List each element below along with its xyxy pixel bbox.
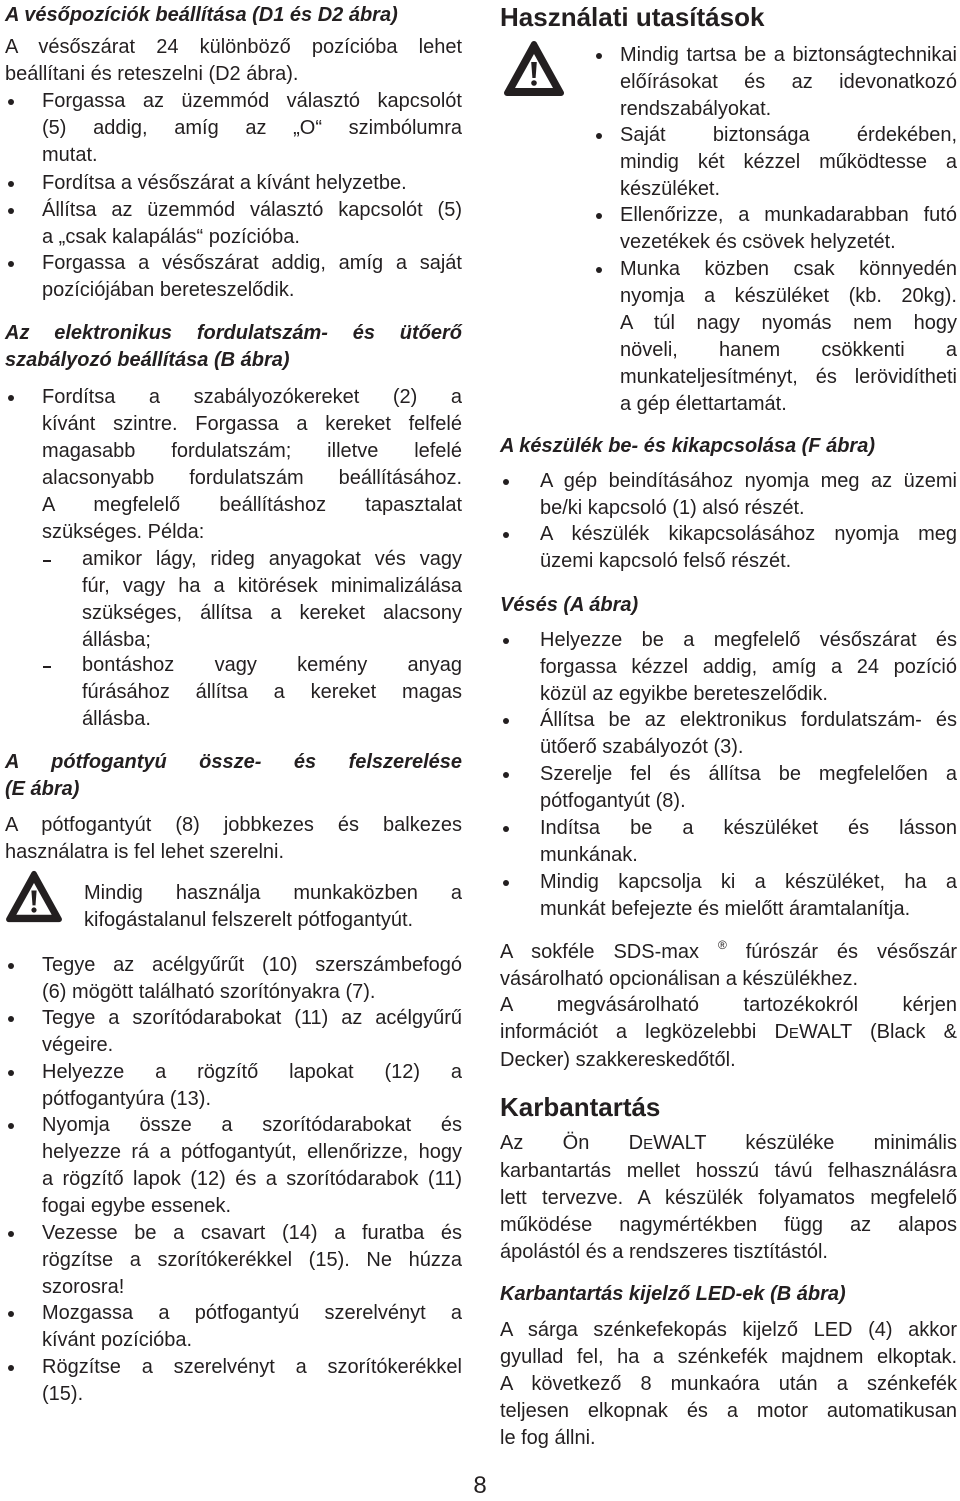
- bullet-icon: [8, 99, 14, 105]
- bullet-icon: [596, 267, 602, 273]
- text-line: pótfogantyút (8).: [540, 790, 686, 812]
- text-line: működése nagymértékben függ az alapos: [500, 1214, 957, 1236]
- warning-icon: [5, 870, 63, 924]
- text-span: Az Ön: [500, 1132, 590, 1154]
- section-heading: [5, 320, 462, 374]
- bullet-icon: [596, 213, 602, 219]
- text-line: a rögzítő lapok (12) és a szorítódarabok (11): [42, 1168, 462, 1190]
- text-line: növeli, hanem csökkenti a: [620, 339, 957, 361]
- text-line: rögzítse a szorítókerékkel (15). Ne húzza: [42, 1249, 462, 1271]
- bullet-item: [5, 952, 462, 1006]
- text-line: A pótfogantyút (8) jobbkezes és balkezes: [5, 814, 462, 836]
- brand-name: [774, 1021, 851, 1043]
- text-line: használatra is fel lehet szerelni.: [5, 841, 285, 863]
- text-line: Helyezze be a megfelelő vésőszárat és: [540, 629, 957, 651]
- bullet-item: [500, 627, 957, 708]
- text-span: A sokféle SDS-max: [500, 941, 700, 963]
- text-line: vásárolható opcionálisan a készülékhez.: [500, 968, 858, 990]
- bullet-icon: [8, 1123, 14, 1129]
- bullet-icon: [503, 479, 509, 485]
- text-line: helyezze rá a pótfogantyút, ellenőrizze, hogy: [42, 1141, 462, 1163]
- text-line: Indítsa be a készüléket és lásson: [540, 817, 957, 839]
- text-line: állásba.: [82, 708, 151, 730]
- text-line: munkát befejezte és mielőtt áramtalanítja.: [540, 898, 911, 920]
- text-line: végeire.: [42, 1034, 114, 1056]
- bullet-icon: [8, 208, 14, 214]
- heading-line: (E ábra): [5, 778, 80, 800]
- bullet-item: [5, 1354, 462, 1408]
- text-line: állásba;: [82, 629, 151, 651]
- warning-icon: [503, 40, 565, 98]
- paragraph: [5, 34, 462, 88]
- text-line: A következő 8 munkaóra után a szénkefék: [500, 1373, 957, 1395]
- text-line: közül az egyikbe bereteszelődik.: [540, 683, 828, 705]
- section-heading: [500, 433, 957, 460]
- bullet-item: [5, 1059, 462, 1113]
- text-line: szükséges. Példa:: [42, 521, 205, 543]
- text-line: forgassa kézzel addig, amíg a 24 pozíció: [540, 656, 957, 678]
- text-line: Mindig használja munkaközben a: [84, 882, 462, 904]
- text-line: rendszabályokat.: [620, 98, 772, 120]
- text-line: ápolástól és a rendszeres tisztítástól.: [500, 1241, 828, 1263]
- section-heading: [5, 2, 462, 29]
- heading-line: A pótfogantyú össze- és felszerelése: [5, 751, 462, 773]
- text-line: Szerelje fel és állítsa be megfelelően a: [540, 763, 957, 785]
- text-line: kívánt szintre. Forgassa a kereket felfelé: [42, 413, 462, 435]
- bullet-item: [5, 1005, 462, 1059]
- bullet-item: [500, 815, 957, 869]
- dash-item: [42, 546, 462, 654]
- bullet-item: [500, 707, 957, 761]
- text-line: mindig két kézzel működtesse a: [620, 151, 957, 173]
- text-line: ütőerő szabályozót (3).: [540, 736, 744, 758]
- text-line: pótfogantyúra (13).: [42, 1088, 211, 1110]
- text-line: fúr, vagy ha a kitörések minimalizálása: [82, 575, 462, 597]
- bullet-icon: [8, 395, 14, 401]
- text-line: [500, 939, 957, 966]
- text-line: kifogástalanul felszerelt pótfogantyút.: [84, 909, 414, 931]
- text-line: gyullad fel, ha a szénkefék majdnem elkoptak.: [500, 1346, 957, 1368]
- bullet-item: [5, 384, 462, 546]
- brand-letter: D: [628, 1132, 644, 1154]
- text-line: alacsonyabb fordulatszám beállításához.: [42, 467, 462, 489]
- text-line: Tegye a szorítódarabokat (11) az acélgyűrű: [42, 1007, 462, 1029]
- heading-line: szabályozó beállítása (B ábra): [5, 349, 290, 371]
- brand-letter: WALT: [798, 1021, 852, 1043]
- heading-line: Vésés (A ábra): [500, 594, 639, 616]
- warning-text: [84, 880, 462, 934]
- text-line: (15).: [42, 1383, 84, 1405]
- text-line: előírásokat és az idevonatkozó: [620, 71, 957, 93]
- bullet-item: [593, 42, 957, 123]
- bullet-item: [593, 256, 957, 418]
- text-line: Saját biztonsága érdekében,: [620, 124, 957, 146]
- text-span: (Black &: [869, 1021, 957, 1043]
- paragraph: [500, 939, 957, 993]
- bullet-item: [5, 250, 462, 304]
- text-line: (5) addig, amíg az „O“ szimbólumra: [42, 117, 462, 139]
- text-span: információt a legközelebbi: [500, 1021, 757, 1043]
- text-line: üzemi kapcsoló felső részét.: [540, 550, 792, 572]
- text-line: A vésőszárat 24 különböző pozícióba lehet: [5, 36, 462, 58]
- brand-letter: E: [643, 1136, 654, 1153]
- text-line: Fordítsa a szabályozókereket (2) a: [42, 386, 462, 408]
- dash-item: [42, 652, 462, 733]
- text-line: Vezesse be a csavart (14) a furatba és: [42, 1222, 462, 1244]
- bullet-item: [5, 1220, 462, 1301]
- bullet-item: [5, 88, 462, 169]
- text-line: lett tervezve. A készülék folyamatos megfelelő: [500, 1187, 957, 1209]
- text-line: beállítani és reteszelni (D2 ábra).: [5, 63, 299, 85]
- bullet-icon: [8, 1365, 14, 1371]
- section-heading: [500, 1281, 957, 1308]
- section-heading: [5, 749, 462, 803]
- bullet-item: [593, 202, 957, 256]
- brand-name: [629, 1132, 706, 1154]
- page-number: 8: [473, 1472, 487, 1499]
- text-line: be/ki kapcsoló (1) alsó részét.: [540, 497, 805, 519]
- text-span: készüléke minimális: [745, 1132, 957, 1154]
- text-line: A megvásárolható tartozékokról kérjen: [500, 994, 957, 1016]
- text-line: Ellenőrizze, a munkadarabban futó: [620, 204, 957, 226]
- text-line: szorosra!: [42, 1276, 125, 1298]
- bullet-icon: [503, 772, 509, 778]
- bullet-icon: [596, 53, 602, 59]
- text-line: [500, 1130, 957, 1158]
- text-line: munkateljesítményt, és lerövidítheti: [620, 366, 957, 388]
- dash-icon: [43, 666, 51, 668]
- text-line: A gép beindításához nyomja meg az üzemi: [540, 470, 957, 492]
- bullet-icon: [8, 181, 14, 187]
- text-line: teljesen elkopnak és a motor automatikusan: [500, 1400, 957, 1422]
- heading-line: A vésőpozíciók beállítása (D1 és D2 ábra): [5, 4, 398, 26]
- bullet-icon: [503, 718, 509, 724]
- text-line: bontáshoz vagy kemény anyag: [82, 654, 462, 676]
- bullet-icon: [596, 133, 602, 139]
- text-span: fúrószár és vésőszár: [745, 941, 958, 963]
- text-line: szükséges, állítsa a kereket alacsony: [82, 602, 462, 624]
- bullet-item: [500, 869, 957, 923]
- text-line: Állítsa az üzemmód választó kapcsolót (5): [42, 199, 462, 221]
- bullet-icon: [503, 532, 509, 538]
- text-line: karbantartás mellet hosszú távú felhasználásra: [500, 1160, 957, 1182]
- text-line: a gép élettartamát.: [620, 393, 787, 415]
- bullet-item: [5, 1300, 462, 1354]
- text-line: Mozgassa a pótfogantyú szerelvényt a: [42, 1302, 462, 1324]
- text-line: Állítsa be az elektronikus fordulatszám- és: [540, 709, 957, 731]
- bullet-item: [500, 761, 957, 815]
- bullet-item: [5, 170, 462, 197]
- text-line: nyomja a készüléket (kb. 20kg).: [620, 285, 957, 307]
- text-line: Mindig kapcsolja ki a készüléket, ha a: [540, 871, 957, 893]
- text-line: le fog állni.: [500, 1427, 596, 1449]
- text-line: magasabb fordulatszám; illetve lefelé: [42, 440, 462, 462]
- paragraph: [500, 1130, 957, 1266]
- text-line: Tegye az acélgyűrűt (10) szerszámbefogó: [42, 954, 462, 976]
- heading-line: Az elektronikus fordulatszám- és ütőerő: [5, 322, 462, 344]
- text-line: Rögzítse a szerelvényt a szorítókerékkel: [42, 1356, 462, 1378]
- brand-letter: WALT: [653, 1132, 707, 1154]
- text-line: Helyezze a rögzítő lapokat (12) a: [42, 1061, 462, 1083]
- text-line: Mindig tartsa be a biztonságtechnikai: [620, 44, 957, 66]
- bullet-item: [5, 1112, 462, 1220]
- brand-letter: E: [788, 1025, 799, 1042]
- text-line: mutat.: [42, 144, 98, 166]
- text-line: A készülék kikapcsolásához nyomja meg: [540, 523, 957, 545]
- text-line: Fordítsa a vésőszárat a kívánt helyzetbe.: [42, 172, 407, 194]
- bullet-icon: [8, 1311, 14, 1317]
- paragraph: [500, 992, 957, 1074]
- text-line: Forgassa a vésőszárat addig, amíg a saját: [42, 252, 462, 274]
- text-line: Forgassa az üzemmód választó kapcsolót: [42, 90, 462, 112]
- bullet-icon: [8, 1231, 14, 1237]
- section-title: Karbantartás: [500, 1092, 661, 1122]
- text-line: a „csak kalapálás“ pozícióba.: [42, 226, 300, 248]
- text-line: Nyomja össze a szorítódarabokat és: [42, 1114, 462, 1136]
- text-line: pozíciójában bereteszelődik.: [42, 279, 295, 301]
- heading-line: Karbantartás kijelző LED-ek (B ábra): [500, 1283, 846, 1305]
- bullet-icon: [503, 880, 509, 886]
- section-title: Használati utasítások: [500, 2, 765, 32]
- text-line: munkának.: [540, 844, 638, 866]
- text-line: A sárga szénkefekopás kijelző LED (4) akkor: [500, 1319, 957, 1341]
- bullet-icon: [8, 1070, 14, 1076]
- bullet-icon: [8, 261, 14, 267]
- brand-letter: D: [774, 1021, 789, 1043]
- paragraph: [5, 812, 462, 866]
- section-heading: [500, 592, 957, 619]
- dash-icon: [43, 560, 51, 562]
- text-line: Decker) szakkereskedőtől.: [500, 1049, 736, 1071]
- bullet-item: [500, 521, 957, 575]
- bullet-icon: [8, 1016, 14, 1022]
- heading-line: A készülék be- és kikapcsolása (F ábra): [500, 435, 875, 457]
- text-line: [500, 1019, 957, 1047]
- text-line: fogai egybe essenek.: [42, 1195, 232, 1217]
- bullet-item: [593, 122, 957, 203]
- text-line: készüléket.: [620, 178, 721, 200]
- bullet-icon: [503, 826, 509, 832]
- text-line: amikor lágy, rideg anyagokat vés vagy: [82, 548, 462, 570]
- text-line: A túl nagy nyomás nem hogy: [620, 312, 957, 334]
- paragraph: [500, 1317, 957, 1452]
- registered-mark: ®: [717, 938, 727, 952]
- bullet-icon: [503, 638, 509, 644]
- text-line: vezetékek és csövek helyzetét.: [620, 231, 896, 253]
- text-line: fúrásához állítsa a kereket magas: [82, 681, 462, 703]
- text-line: Munka közben csak könnyedén: [620, 258, 957, 280]
- text-line: (6) mögött található szorítónyakra (7).: [42, 981, 376, 1003]
- text-line: kívánt pozícióba.: [42, 1329, 193, 1351]
- bullet-icon: [8, 963, 14, 969]
- bullet-item: [5, 197, 462, 251]
- text-line: A megfelelő beállításhoz tapasztalat: [42, 494, 462, 516]
- bullet-item: [500, 468, 957, 522]
